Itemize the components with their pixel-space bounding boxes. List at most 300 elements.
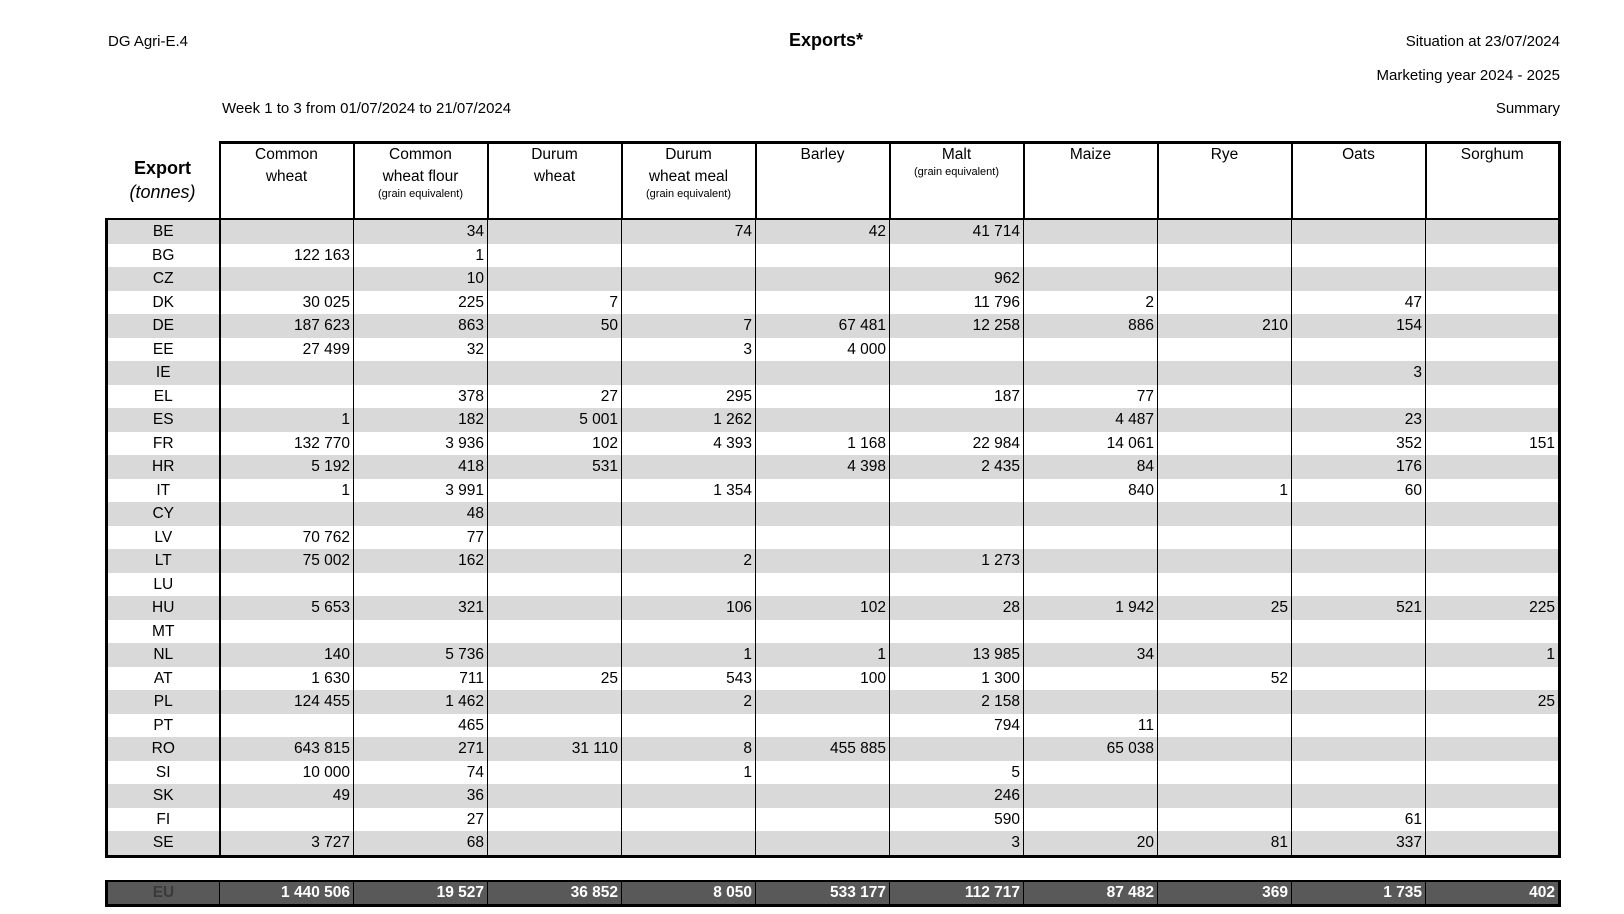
value-cell bbox=[890, 502, 1024, 526]
value-cell bbox=[354, 361, 488, 385]
value-cell bbox=[1024, 267, 1158, 291]
value-cell bbox=[1292, 761, 1426, 785]
value-cell: 176 bbox=[1292, 455, 1426, 479]
value-cell: 74 bbox=[354, 761, 488, 785]
value-cell: 34 bbox=[1024, 643, 1158, 667]
table-row bbox=[107, 620, 1560, 644]
value-cell: 50 bbox=[488, 314, 622, 338]
value-cell bbox=[756, 784, 890, 808]
value-cell: 295 bbox=[622, 385, 756, 409]
spacer-cell bbox=[107, 856, 1560, 881]
value-cell bbox=[1292, 643, 1426, 667]
country-code: FI bbox=[107, 808, 220, 832]
value-cell: 67 481 bbox=[756, 314, 890, 338]
value-cell bbox=[488, 526, 622, 550]
value-cell: 531 bbox=[488, 455, 622, 479]
value-cell: 1 300 bbox=[890, 667, 1024, 691]
value-cell: 124 455 bbox=[220, 690, 354, 714]
table-row bbox=[107, 432, 1560, 456]
value-cell: 4 487 bbox=[1024, 408, 1158, 432]
value-cell bbox=[1292, 549, 1426, 573]
table-row bbox=[107, 219, 1560, 244]
country-code: NL bbox=[107, 643, 220, 667]
value-cell bbox=[756, 291, 890, 315]
value-cell bbox=[1024, 573, 1158, 597]
column-header-line1: Sorghum bbox=[1460, 146, 1524, 163]
value-cell: 3 991 bbox=[354, 479, 488, 503]
country-code: ES bbox=[107, 408, 220, 432]
country-code: RO bbox=[107, 737, 220, 761]
column-header bbox=[354, 143, 488, 220]
country-code: HR bbox=[107, 455, 220, 479]
column-header bbox=[890, 143, 1024, 220]
value-cell: 1 354 bbox=[622, 479, 756, 503]
country-code: HU bbox=[107, 596, 220, 620]
column-header bbox=[1158, 143, 1292, 220]
value-cell bbox=[1158, 526, 1292, 550]
value-cell bbox=[1292, 620, 1426, 644]
value-cell: 5 bbox=[890, 761, 1024, 785]
value-cell: 2 435 bbox=[890, 455, 1024, 479]
value-cell bbox=[622, 502, 756, 526]
value-cell: 246 bbox=[890, 784, 1024, 808]
value-cell: 543 bbox=[622, 667, 756, 691]
value-cell: 36 bbox=[354, 784, 488, 808]
value-cell bbox=[488, 549, 622, 573]
value-cell bbox=[622, 808, 756, 832]
value-cell bbox=[1158, 502, 1292, 526]
value-cell bbox=[1426, 667, 1560, 691]
value-cell: 369 bbox=[1158, 881, 1292, 906]
country-code: IE bbox=[107, 361, 220, 385]
value-cell bbox=[220, 573, 354, 597]
value-cell bbox=[1158, 549, 1292, 573]
value-cell bbox=[1024, 361, 1158, 385]
column-header bbox=[622, 143, 756, 220]
value-cell bbox=[1426, 737, 1560, 761]
value-cell bbox=[622, 267, 756, 291]
value-cell bbox=[1158, 808, 1292, 832]
value-cell: 84 bbox=[1024, 455, 1158, 479]
table-row bbox=[107, 408, 1560, 432]
value-cell: 1 262 bbox=[622, 408, 756, 432]
value-cell: 48 bbox=[354, 502, 488, 526]
value-cell: 36 852 bbox=[488, 881, 622, 906]
value-cell: 25 bbox=[488, 667, 622, 691]
value-cell bbox=[890, 573, 1024, 597]
table-row bbox=[107, 784, 1560, 808]
corner-header bbox=[107, 143, 220, 220]
value-cell bbox=[756, 714, 890, 738]
value-cell: 1 273 bbox=[890, 549, 1024, 573]
value-cell: 65 038 bbox=[1024, 737, 1158, 761]
value-cell bbox=[622, 455, 756, 479]
table-row bbox=[107, 455, 1560, 479]
value-cell bbox=[488, 502, 622, 526]
value-cell bbox=[488, 831, 622, 856]
column-header-line1: Common bbox=[389, 146, 452, 163]
column-header-line1: Rye bbox=[1210, 146, 1239, 163]
value-cell: 1 bbox=[622, 761, 756, 785]
value-cell bbox=[1426, 573, 1560, 597]
value-cell: 27 bbox=[354, 808, 488, 832]
value-cell: 12 258 bbox=[890, 314, 1024, 338]
value-cell: 23 bbox=[1292, 408, 1426, 432]
value-cell bbox=[1426, 761, 1560, 785]
value-cell bbox=[756, 761, 890, 785]
value-cell: 8 050 bbox=[622, 881, 756, 906]
value-cell bbox=[488, 643, 622, 667]
value-cell: 521 bbox=[1292, 596, 1426, 620]
value-cell bbox=[622, 244, 756, 268]
table-row bbox=[107, 737, 1560, 761]
table-row bbox=[107, 244, 1560, 268]
value-cell bbox=[1426, 338, 1560, 362]
value-cell: 210 bbox=[1158, 314, 1292, 338]
value-cell: 75 002 bbox=[220, 549, 354, 573]
value-cell bbox=[1024, 784, 1158, 808]
value-cell bbox=[220, 714, 354, 738]
exports-table bbox=[105, 141, 1561, 907]
value-cell: 14 061 bbox=[1024, 432, 1158, 456]
value-cell: 22 984 bbox=[890, 432, 1024, 456]
value-cell: 30 025 bbox=[220, 291, 354, 315]
value-cell bbox=[488, 338, 622, 362]
value-cell bbox=[1426, 244, 1560, 268]
value-cell bbox=[1426, 714, 1560, 738]
summary-label: Summary bbox=[1495, 100, 1560, 117]
value-cell bbox=[890, 620, 1024, 644]
value-cell bbox=[1158, 643, 1292, 667]
value-cell: 32 bbox=[354, 338, 488, 362]
country-code: BE bbox=[107, 219, 220, 244]
value-cell bbox=[1292, 784, 1426, 808]
value-cell bbox=[622, 573, 756, 597]
value-cell: 378 bbox=[354, 385, 488, 409]
value-cell: 5 736 bbox=[354, 643, 488, 667]
value-cell: 140 bbox=[220, 643, 354, 667]
column-header-line2: wheat bbox=[265, 168, 308, 185]
value-cell bbox=[1158, 784, 1292, 808]
value-cell: 3 727 bbox=[220, 831, 354, 856]
value-cell bbox=[756, 479, 890, 503]
value-cell: 8 bbox=[622, 737, 756, 761]
value-cell bbox=[1158, 432, 1292, 456]
value-cell: 10 bbox=[354, 267, 488, 291]
value-cell: 112 717 bbox=[890, 881, 1024, 906]
value-cell: 1 bbox=[220, 408, 354, 432]
value-cell bbox=[1024, 502, 1158, 526]
value-cell bbox=[1292, 502, 1426, 526]
value-cell bbox=[622, 831, 756, 856]
country-code: LU bbox=[107, 573, 220, 597]
value-cell: 1 735 bbox=[1292, 881, 1426, 906]
value-cell: 102 bbox=[756, 596, 890, 620]
column-header bbox=[756, 143, 890, 220]
value-cell: 2 bbox=[622, 690, 756, 714]
value-cell bbox=[756, 361, 890, 385]
value-cell bbox=[1426, 808, 1560, 832]
value-cell bbox=[1024, 244, 1158, 268]
value-cell: 13 985 bbox=[890, 643, 1024, 667]
value-cell: 455 885 bbox=[756, 737, 890, 761]
value-cell: 87 482 bbox=[1024, 881, 1158, 906]
value-cell: 711 bbox=[354, 667, 488, 691]
value-cell bbox=[1426, 549, 1560, 573]
value-cell bbox=[890, 244, 1024, 268]
value-cell: 151 bbox=[1426, 432, 1560, 456]
value-cell bbox=[756, 573, 890, 597]
table-row bbox=[107, 643, 1560, 667]
table-row bbox=[107, 267, 1560, 291]
table-row bbox=[107, 361, 1560, 385]
column-header-line2: wheat bbox=[533, 168, 576, 185]
value-cell bbox=[1426, 408, 1560, 432]
value-cell bbox=[1292, 244, 1426, 268]
value-cell: 402 bbox=[1426, 881, 1560, 906]
value-cell bbox=[622, 526, 756, 550]
value-cell: 60 bbox=[1292, 479, 1426, 503]
value-cell bbox=[1426, 526, 1560, 550]
value-cell bbox=[1158, 455, 1292, 479]
value-cell: 5 653 bbox=[220, 596, 354, 620]
value-cell bbox=[354, 573, 488, 597]
value-cell bbox=[1292, 219, 1426, 244]
total-row bbox=[107, 881, 1560, 906]
value-cell bbox=[1426, 831, 1560, 856]
table-row bbox=[107, 667, 1560, 691]
value-cell: 19 527 bbox=[354, 881, 488, 906]
value-cell: 77 bbox=[1024, 385, 1158, 409]
country-code: DE bbox=[107, 314, 220, 338]
value-cell: 74 bbox=[622, 219, 756, 244]
column-header bbox=[1024, 143, 1158, 220]
value-cell bbox=[1024, 526, 1158, 550]
value-cell: 962 bbox=[890, 267, 1024, 291]
value-cell: 225 bbox=[1426, 596, 1560, 620]
value-cell bbox=[1158, 620, 1292, 644]
value-cell: 3 bbox=[890, 831, 1024, 856]
value-cell bbox=[1024, 690, 1158, 714]
value-cell bbox=[890, 526, 1024, 550]
value-cell bbox=[488, 479, 622, 503]
value-cell: 42 bbox=[756, 219, 890, 244]
value-cell bbox=[354, 620, 488, 644]
org-label: DG Agri-E.4 bbox=[108, 33, 189, 50]
value-cell: 1 630 bbox=[220, 667, 354, 691]
value-cell bbox=[1158, 573, 1292, 597]
column-header-line1: Durum bbox=[531, 146, 578, 163]
value-cell: 794 bbox=[890, 714, 1024, 738]
value-cell: 5 001 bbox=[488, 408, 622, 432]
value-cell bbox=[1426, 502, 1560, 526]
value-cell bbox=[890, 408, 1024, 432]
value-cell bbox=[890, 361, 1024, 385]
value-cell: 643 815 bbox=[220, 737, 354, 761]
country-code: SI bbox=[107, 761, 220, 785]
column-header bbox=[1292, 143, 1426, 220]
table-row bbox=[107, 314, 1560, 338]
value-cell: 1 bbox=[756, 643, 890, 667]
value-cell bbox=[1158, 737, 1292, 761]
value-cell bbox=[488, 573, 622, 597]
value-cell bbox=[1024, 549, 1158, 573]
value-cell: 1 bbox=[1158, 479, 1292, 503]
column-header bbox=[488, 143, 622, 220]
page-title: Exports* bbox=[788, 30, 864, 50]
table-row bbox=[107, 831, 1560, 856]
value-cell bbox=[1292, 690, 1426, 714]
value-cell: 4 398 bbox=[756, 455, 890, 479]
column-header bbox=[1426, 143, 1560, 220]
value-cell bbox=[488, 244, 622, 268]
value-cell: 337 bbox=[1292, 831, 1426, 856]
value-cell: 3 bbox=[622, 338, 756, 362]
country-code: DK bbox=[107, 291, 220, 315]
value-cell bbox=[1024, 338, 1158, 362]
value-cell: 102 bbox=[488, 432, 622, 456]
value-cell: 271 bbox=[354, 737, 488, 761]
value-cell bbox=[220, 502, 354, 526]
value-cell bbox=[220, 361, 354, 385]
value-cell bbox=[756, 690, 890, 714]
value-cell: 106 bbox=[622, 596, 756, 620]
situation-date: Situation at 23/07/2024 bbox=[1405, 33, 1560, 50]
value-cell: 52 bbox=[1158, 667, 1292, 691]
column-header-note: (grain equivalent) bbox=[646, 188, 731, 200]
value-cell bbox=[1292, 737, 1426, 761]
column-header-line1: Barley bbox=[800, 146, 845, 163]
value-cell bbox=[756, 808, 890, 832]
table-row bbox=[107, 291, 1560, 315]
value-cell bbox=[220, 219, 354, 244]
value-cell bbox=[1426, 291, 1560, 315]
country-code: LV bbox=[107, 526, 220, 550]
value-cell bbox=[1426, 455, 1560, 479]
marketing-year: Marketing year 2024 - 2025 bbox=[1376, 67, 1560, 84]
value-cell: 11 bbox=[1024, 714, 1158, 738]
country-code: EE bbox=[107, 338, 220, 362]
country-code: PL bbox=[107, 690, 220, 714]
value-cell: 28 bbox=[890, 596, 1024, 620]
value-cell bbox=[1426, 479, 1560, 503]
country-code: BG bbox=[107, 244, 220, 268]
value-cell: 47 bbox=[1292, 291, 1426, 315]
value-cell bbox=[1158, 714, 1292, 738]
value-cell bbox=[890, 479, 1024, 503]
table-header bbox=[107, 143, 1560, 220]
value-cell bbox=[488, 761, 622, 785]
value-cell: 27 499 bbox=[220, 338, 354, 362]
value-cell: 70 762 bbox=[220, 526, 354, 550]
column-header-line1: Common bbox=[255, 146, 318, 163]
value-cell bbox=[1292, 338, 1426, 362]
country-code: EU bbox=[107, 881, 220, 906]
column-header-line1: Maize bbox=[1069, 146, 1112, 163]
value-cell: 1 bbox=[354, 244, 488, 268]
value-cell bbox=[488, 361, 622, 385]
value-cell: 4 393 bbox=[622, 432, 756, 456]
value-cell bbox=[1292, 267, 1426, 291]
value-cell: 31 110 bbox=[488, 737, 622, 761]
value-cell: 187 623 bbox=[220, 314, 354, 338]
column-header bbox=[220, 143, 354, 220]
table-row bbox=[107, 596, 1560, 620]
value-cell: 1 440 506 bbox=[220, 881, 354, 906]
value-cell bbox=[488, 690, 622, 714]
value-cell: 25 bbox=[1426, 690, 1560, 714]
value-cell bbox=[220, 808, 354, 832]
value-cell: 1 bbox=[1426, 643, 1560, 667]
value-cell bbox=[756, 244, 890, 268]
value-cell bbox=[1158, 291, 1292, 315]
table-row bbox=[107, 573, 1560, 597]
value-cell: 352 bbox=[1292, 432, 1426, 456]
column-header-line2: wheat flour bbox=[382, 168, 459, 185]
country-code: AT bbox=[107, 667, 220, 691]
value-cell bbox=[1024, 620, 1158, 644]
value-cell: 1 bbox=[622, 643, 756, 667]
value-cell: 465 bbox=[354, 714, 488, 738]
value-cell bbox=[220, 385, 354, 409]
table-row bbox=[107, 761, 1560, 785]
value-cell: 533 177 bbox=[756, 881, 890, 906]
value-cell: 34 bbox=[354, 219, 488, 244]
value-cell: 182 bbox=[354, 408, 488, 432]
value-cell bbox=[622, 714, 756, 738]
value-cell bbox=[488, 596, 622, 620]
value-cell: 49 bbox=[220, 784, 354, 808]
value-cell: 187 bbox=[890, 385, 1024, 409]
country-code: SE bbox=[107, 831, 220, 856]
table-total bbox=[107, 856, 1560, 905]
value-cell bbox=[756, 549, 890, 573]
value-cell bbox=[1426, 219, 1560, 244]
value-cell bbox=[1292, 667, 1426, 691]
table-row bbox=[107, 526, 1560, 550]
country-code: CY bbox=[107, 502, 220, 526]
value-cell: 225 bbox=[354, 291, 488, 315]
value-cell bbox=[488, 267, 622, 291]
value-cell: 61 bbox=[1292, 808, 1426, 832]
value-cell bbox=[1158, 244, 1292, 268]
value-cell bbox=[488, 808, 622, 832]
column-header-note: (grain equivalent) bbox=[378, 188, 463, 200]
table-body bbox=[107, 219, 1560, 856]
value-cell: 2 158 bbox=[890, 690, 1024, 714]
value-cell bbox=[488, 620, 622, 644]
value-cell: 162 bbox=[354, 549, 488, 573]
country-code: LT bbox=[107, 549, 220, 573]
value-cell: 20 bbox=[1024, 831, 1158, 856]
value-cell bbox=[1024, 667, 1158, 691]
value-cell bbox=[1426, 267, 1560, 291]
value-cell bbox=[220, 620, 354, 644]
value-cell: 1 bbox=[220, 479, 354, 503]
value-cell bbox=[756, 385, 890, 409]
value-cell bbox=[1292, 573, 1426, 597]
value-cell: 10 000 bbox=[220, 761, 354, 785]
value-cell bbox=[1426, 620, 1560, 644]
table-row bbox=[107, 385, 1560, 409]
value-cell bbox=[1158, 219, 1292, 244]
value-cell: 11 796 bbox=[890, 291, 1024, 315]
value-cell: 1 462 bbox=[354, 690, 488, 714]
table-row bbox=[107, 549, 1560, 573]
value-cell: 7 bbox=[488, 291, 622, 315]
value-cell bbox=[622, 291, 756, 315]
value-cell bbox=[1426, 385, 1560, 409]
